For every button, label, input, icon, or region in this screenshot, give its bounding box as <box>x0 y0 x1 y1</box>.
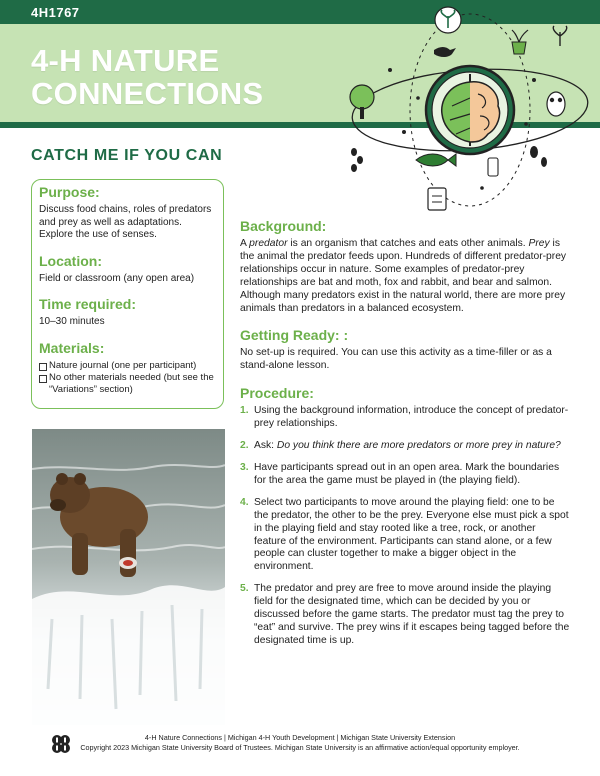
background-text: A predator is an organism that catches and eats other animals. Prey is the animal the predator feeds upon. Hundreds of different predator-prey relationships occur in nature. Some examples of predator-prey relationships are bat and moth, fox and rabbit, and bear and salmon. Although many predators exist in the natural world, there are more prey animals than predators in a balanced ecosystem. <box>240 238 567 314</box>
plant-icon <box>512 42 526 54</box>
main-content <box>240 218 570 657</box>
sprout-icon <box>553 26 567 46</box>
procedure-step: 5. The predator and prey are free to move around inside the playing field for the designated time, which can be decided by you or discussed before the game starts. The predator must tag the prey to “eat” and survive. The prey wins if it escapes being tagged before the designated time is up. <box>240 583 570 646</box>
document-code: 4H1767 <box>31 5 80 20</box>
procedure-step: 4. Select two participants to move around the playing field: one to be the predator, the other to be the prey. Everyone else must pick a spot in the playing field and stay rooted like a tree, rock, or another feature of the environment. Participants can stand alone, or a few people can cluster together to make a bigger object in the environment. <box>240 496 569 573</box>
purpose-text: Discuss food chains, roles of predators and prey as well as adaptations. Explore the use of senses. <box>39 204 212 240</box>
procedure-step: 2. Ask: Do you think there are more predators or more prey in nature? <box>240 440 561 452</box>
location-heading: Location: <box>39 252 102 269</box>
materials-heading: Materials: <box>39 339 105 356</box>
tree-icon <box>350 85 374 109</box>
glass-icon <box>488 158 498 176</box>
background-heading: Background: <box>240 218 327 234</box>
footer <box>0 733 600 752</box>
materials-list <box>39 360 215 396</box>
program-title-line2: CONNECTIONS <box>31 76 264 111</box>
getting-ready-text: No set-up is required. You can use this activity as a time-filler or as a stand-alone lesson. <box>240 347 552 372</box>
activity-summary-box <box>31 179 224 409</box>
purpose-heading: Purpose: <box>39 184 100 200</box>
bird-icon <box>434 47 456 57</box>
materials-item: Nature journal (one per participant) <box>39 360 215 372</box>
program-title <box>31 44 263 110</box>
procedure-step: 3. Have participants spread out in an open area. Mark the boundaries for the area the game must be played in (the playing field). <box>240 461 560 486</box>
procedure-step: 1. Using the background information, introduce the concept of predator-prey relationships. <box>240 405 569 430</box>
bear-fishing-photo <box>32 429 225 725</box>
activity-title: CATCH ME IF YOU CAN <box>31 147 223 164</box>
footer-credits: 4-H Nature Connections | Michigan 4-H Youth Development | Michigan State University Extension <box>144 733 456 742</box>
program-title-line1: 4-H NATURE <box>31 43 220 78</box>
materials-item: No other materials needed (but see the “Variations” section) <box>39 372 215 396</box>
footer-copyright: Copyright 2023 Michigan State University Board of Trustees. Michigan State University is an affirmative action/equal opportunity employer. <box>80 742 520 752</box>
jar-icon <box>428 188 446 210</box>
procedure-heading: Procedure: <box>240 385 314 402</box>
owl-icon <box>547 92 565 116</box>
nature-connections-illustration <box>330 2 600 220</box>
footprints-icon <box>351 148 363 172</box>
bug-icon <box>530 146 547 167</box>
getting-ready-heading: Getting Ready: : <box>240 327 349 344</box>
procedure-list <box>240 405 570 648</box>
time-heading: Time required: <box>39 296 136 312</box>
fish-icon <box>416 154 448 166</box>
time-text: 10–30 minutes <box>39 316 105 327</box>
location-text: Field or classroom (any open area) <box>39 272 195 284</box>
